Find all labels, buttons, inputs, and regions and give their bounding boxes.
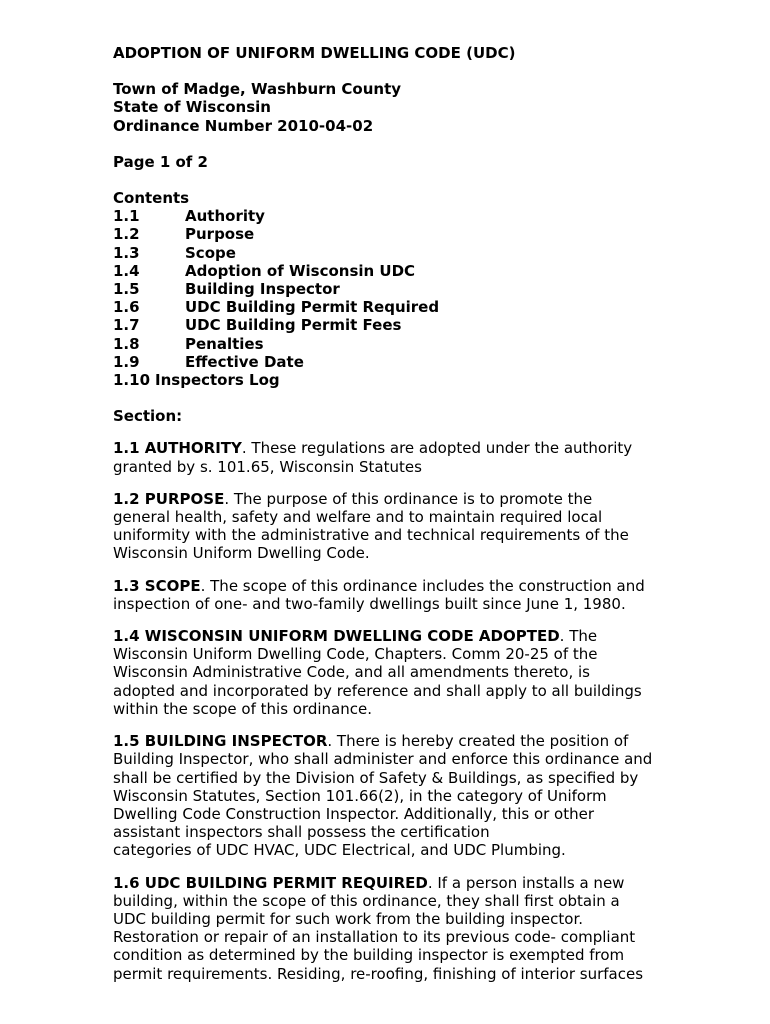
section-text-line: . The bbox=[559, 627, 598, 646]
toc-item-permit-required: 1.6 UDC Building Permit Required bbox=[113, 298, 440, 317]
section-text-line: Wisconsin Uniform Dwelling Code. bbox=[113, 544, 370, 563]
section-text-line: Wisconsin Uniform Dwelling Code, Chapters. Comm 20-25 of the bbox=[113, 645, 598, 664]
toc-item-adoption: 1.4 Adoption of Wisconsin UDC bbox=[113, 261, 416, 280]
section-paragraph bbox=[113, 577, 673, 613]
document-page bbox=[113, 44, 673, 983]
section-heading: Section: bbox=[113, 407, 183, 426]
section-title: 1.1 AUTHORITY bbox=[113, 439, 242, 458]
section-text-line: general health, safety and welfare and to maintain required local bbox=[113, 508, 603, 527]
section-text-line: . These regulations are adopted under the authority bbox=[241, 439, 633, 458]
table-of-contents bbox=[113, 189, 673, 389]
toc-item-purpose: 1.2 Purpose bbox=[113, 225, 255, 244]
section-title: 1.5 BUILDING INSPECTOR bbox=[113, 732, 328, 751]
town-name: Town of Madge, Washburn County bbox=[113, 80, 402, 99]
section-text-line: Building Inspector, who shall administer and enforce this ordinance and bbox=[113, 750, 653, 769]
section-paragraph bbox=[113, 874, 673, 983]
section-text-line: within the scope of this ordinance. bbox=[113, 699, 372, 718]
toc-item-authority: 1.1 Authority bbox=[113, 207, 265, 226]
toc-item-permit-fees: 1.7 UDC Building Permit Fees bbox=[113, 316, 402, 335]
toc-item-effective-date: 1.9 Effective Date bbox=[113, 352, 304, 371]
section-title: 1.2 PURPOSE bbox=[113, 489, 225, 508]
toc-item-scope: 1.3 Scope bbox=[113, 243, 236, 262]
section-text-line: categories of UDC HVAC, UDC Electrical, and UDC Plumbing. bbox=[113, 841, 566, 860]
section-paragraph bbox=[113, 627, 673, 718]
section-text-line: inspection of one- and two-family dwellings built since June 1, 1980. bbox=[113, 594, 626, 613]
section-title: 1.4 WISCONSIN UNIFORM DWELLING CODE ADOPTED bbox=[113, 627, 560, 646]
state-name: State of Wisconsin bbox=[113, 98, 271, 117]
section-text-line: UDC building permit for such work from the building inspector. bbox=[113, 909, 584, 928]
section-text-line: adopted and incorporated by reference and shall apply to all buildings bbox=[113, 681, 642, 700]
section-text-line: Wisconsin Administrative Code, and all amendments thereto, is bbox=[113, 663, 590, 682]
section-text-line: shall be certified by the Division of Safety & Buildings, as specified by bbox=[113, 768, 639, 787]
section-title: 1.3 SCOPE bbox=[113, 576, 201, 595]
section-paragraph bbox=[113, 439, 673, 475]
section-text-line: building, within the scope of this ordinance, they shall first obtain a bbox=[113, 891, 620, 910]
section-text-line: granted by s. 101.65, Wisconsin Statutes bbox=[113, 457, 422, 476]
section-text-line: Dwelling Code Construction Inspector. Additionally, this or other bbox=[113, 804, 595, 823]
toc-item-inspectors-log: 1.10 Inspectors Log bbox=[113, 371, 280, 390]
section-text-line: condition as determined by the building inspector is exempted from bbox=[113, 946, 625, 965]
ordinance-number: Ordinance Number 2010-04-02 bbox=[113, 116, 374, 135]
section-paragraph bbox=[113, 732, 673, 859]
section-text-line: . The scope of this ordinance includes the construction and bbox=[200, 576, 645, 595]
section-text-line: permit requirements. Residing, re-roofing, finishing of interior surfaces bbox=[113, 964, 644, 983]
toc-item-penalties: 1.8 Penalties bbox=[113, 334, 264, 353]
section-text-line: Restoration or repair of an installation to its previous code- compliant bbox=[113, 928, 636, 947]
document-title: ADOPTION OF UNIFORM DWELLING CODE (UDC) bbox=[113, 44, 516, 62]
section-text-line: . The purpose of this ordinance is to promote the bbox=[224, 489, 593, 508]
section-text-line: . There is hereby created the position of bbox=[327, 732, 629, 751]
sections-list bbox=[113, 439, 673, 982]
section-text-line: . If a person installs a new bbox=[427, 873, 625, 892]
page-indicator: Page 1 of 2 bbox=[113, 152, 208, 171]
section-paragraph bbox=[113, 490, 673, 563]
section-text-line: Wisconsin Statutes, Section 101.66(2), in the category of Uniform bbox=[113, 786, 607, 805]
section-text-line: uniformity with the administrative and technical requirements of the bbox=[113, 526, 629, 545]
toc-item-building-inspector: 1.5 Building Inspector bbox=[113, 280, 340, 299]
section-title: 1.6 UDC BUILDING PERMIT REQUIRED bbox=[113, 873, 428, 892]
section-text-line: assistant inspectors shall possess the certification bbox=[113, 823, 490, 842]
toc-heading: Contents bbox=[113, 189, 190, 208]
